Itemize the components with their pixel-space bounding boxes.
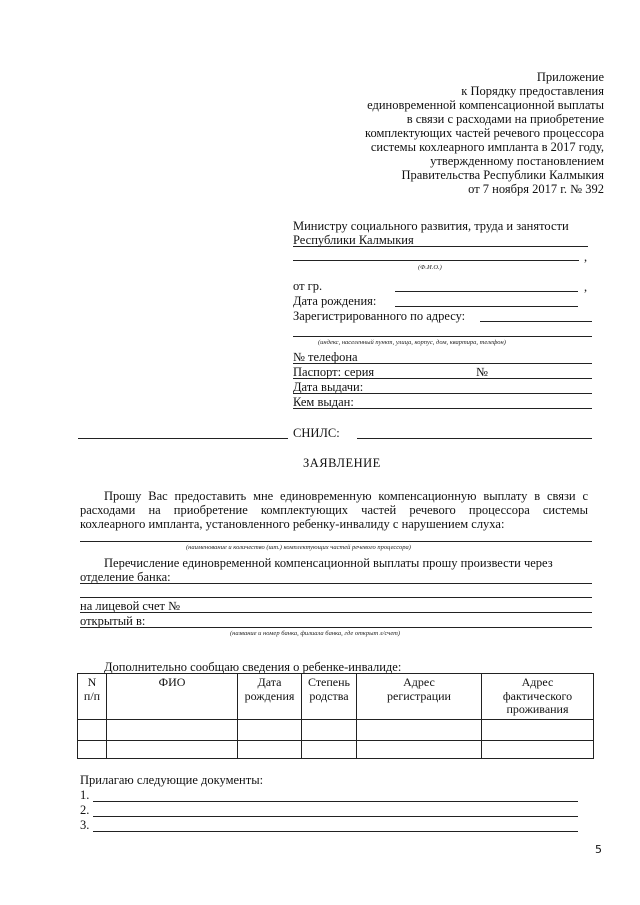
table-header-row bbox=[78, 674, 594, 720]
fio-comma: , bbox=[584, 250, 588, 264]
documents-intro: Прилагаю следующие документы: bbox=[80, 773, 264, 787]
transfer-line: Перечисление единовременной компенсационной выплаты прошу произвести через bbox=[104, 556, 553, 570]
issued-by-field[interactable] bbox=[293, 408, 592, 409]
col-header-birth-date: Дата рождения bbox=[238, 674, 302, 720]
address-field[interactable] bbox=[293, 336, 592, 337]
addressee-line2: Республики Калмыкия bbox=[293, 233, 414, 247]
registered-field[interactable] bbox=[480, 321, 592, 322]
annex-line: Правительства Республики Калмыкия bbox=[401, 168, 604, 182]
personal-account-field[interactable] bbox=[80, 612, 592, 613]
table-cell[interactable] bbox=[107, 740, 238, 758]
left-signature-line bbox=[78, 438, 288, 439]
table-cell[interactable] bbox=[238, 719, 302, 740]
personal-account-label: на лицевой счет № bbox=[80, 599, 181, 613]
col-header-number: N п/п bbox=[78, 674, 107, 720]
issue-date-field[interactable] bbox=[293, 393, 592, 394]
page-number: 5 bbox=[595, 843, 602, 856]
table-cell[interactable] bbox=[302, 740, 357, 758]
fio-hint: (Ф.И.О.) bbox=[418, 264, 442, 271]
table-cell[interactable] bbox=[78, 719, 107, 740]
table-cell[interactable] bbox=[78, 740, 107, 758]
col-header-actual-address: Адрес фактического проживания bbox=[482, 674, 594, 720]
document-item-number: 2. bbox=[80, 803, 90, 817]
table-cell[interactable] bbox=[357, 740, 482, 758]
table-row bbox=[78, 740, 594, 758]
parts-field[interactable] bbox=[80, 541, 592, 542]
passport-number-label: № bbox=[476, 365, 488, 379]
address-hint: (индекс, населенный пункт, улица, корпус, дом, квартира, телефон) bbox=[318, 339, 506, 346]
annex-line: Приложение bbox=[536, 70, 604, 84]
annex-line: к Порядку предоставления bbox=[461, 84, 604, 98]
table-cell[interactable] bbox=[238, 740, 302, 758]
snils-label: СНИЛС: bbox=[293, 426, 340, 440]
table-row bbox=[78, 719, 594, 740]
fio-field[interactable] bbox=[293, 260, 579, 261]
table-cell[interactable] bbox=[357, 719, 482, 740]
col-header-relation: Степень родства bbox=[302, 674, 357, 720]
registered-label: Зарегистрированного по адресу: bbox=[293, 309, 466, 323]
document-item-field[interactable] bbox=[93, 801, 578, 802]
annex-line: единовременной компенсационной выплаты bbox=[367, 98, 604, 112]
opened-in-label: открытый в: bbox=[80, 614, 146, 628]
col-header-registration-address: Адрес регистрации bbox=[357, 674, 482, 720]
from-label: от гр. bbox=[293, 279, 323, 293]
annex-line: комплектующих частей речевого процессора bbox=[365, 126, 604, 140]
annex-block bbox=[284, 70, 604, 196]
birth-date-field[interactable] bbox=[395, 306, 578, 307]
child-info-intro: Дополнительно сообщаю сведения о ребенке-инвалиде: bbox=[104, 660, 402, 674]
statement-body-line: Прошу Вас предоставить мне единовременную компенсационную выплату в связи с bbox=[104, 489, 588, 503]
addressee-line1: Министру социального развития, труда и занятости bbox=[293, 219, 569, 233]
table-cell[interactable] bbox=[482, 740, 594, 758]
passport-label: Паспорт: серия bbox=[293, 365, 375, 379]
table-cell[interactable] bbox=[107, 719, 238, 740]
child-info-table bbox=[77, 673, 594, 759]
snils-field[interactable] bbox=[357, 438, 592, 439]
addressee-underline bbox=[293, 246, 588, 247]
from-comma: , bbox=[584, 280, 588, 294]
from-field[interactable] bbox=[395, 291, 578, 292]
table-cell[interactable] bbox=[482, 719, 594, 740]
annex-line: от 7 ноября 2017 г. № 392 bbox=[468, 182, 604, 196]
annex-line: системы кохлеарного импланта в 2017 году, bbox=[370, 140, 604, 154]
statement-body-line: расходами на приобретение комплектующих частей речевого процессора системы bbox=[80, 503, 588, 517]
opened-in-field[interactable] bbox=[80, 627, 592, 628]
phone-label: № телефона bbox=[293, 350, 358, 364]
document-item-field[interactable] bbox=[93, 831, 578, 832]
document-item-field[interactable] bbox=[93, 816, 578, 817]
issue-date-label: Дата выдачи: bbox=[293, 380, 364, 394]
col-header-fio: ФИО bbox=[107, 674, 238, 720]
statement-body-line: кохлеарного импланта, установленного ребенку-инвалиду с нарушением слуха: bbox=[80, 517, 505, 531]
annex-line: в связи с расходами на приобретение bbox=[406, 112, 604, 126]
issued-by-label: Кем выдан: bbox=[293, 395, 354, 409]
birth-date-label: Дата рождения: bbox=[293, 294, 377, 308]
phone-field[interactable] bbox=[293, 363, 592, 364]
document-item-number: 1. bbox=[80, 788, 90, 802]
statement-title: ЗАЯВЛЕНИЕ bbox=[303, 456, 381, 470]
annex-line: утвержденному постановлением bbox=[430, 154, 604, 168]
bank-branch-field-2[interactable] bbox=[80, 597, 592, 598]
passport-field[interactable] bbox=[293, 378, 592, 379]
parts-hint: (наименование и количество (шт.) комплектующих частей речевого процессора) bbox=[186, 544, 411, 551]
bank-branch-field[interactable] bbox=[80, 583, 592, 584]
table-cell[interactable] bbox=[302, 719, 357, 740]
bank-branch-label: отделение банка: bbox=[80, 570, 171, 584]
document-item-number: 3. bbox=[80, 818, 90, 832]
bank-hint: (название и номер банка, филиала банка, где открыт л/счет) bbox=[230, 630, 400, 637]
